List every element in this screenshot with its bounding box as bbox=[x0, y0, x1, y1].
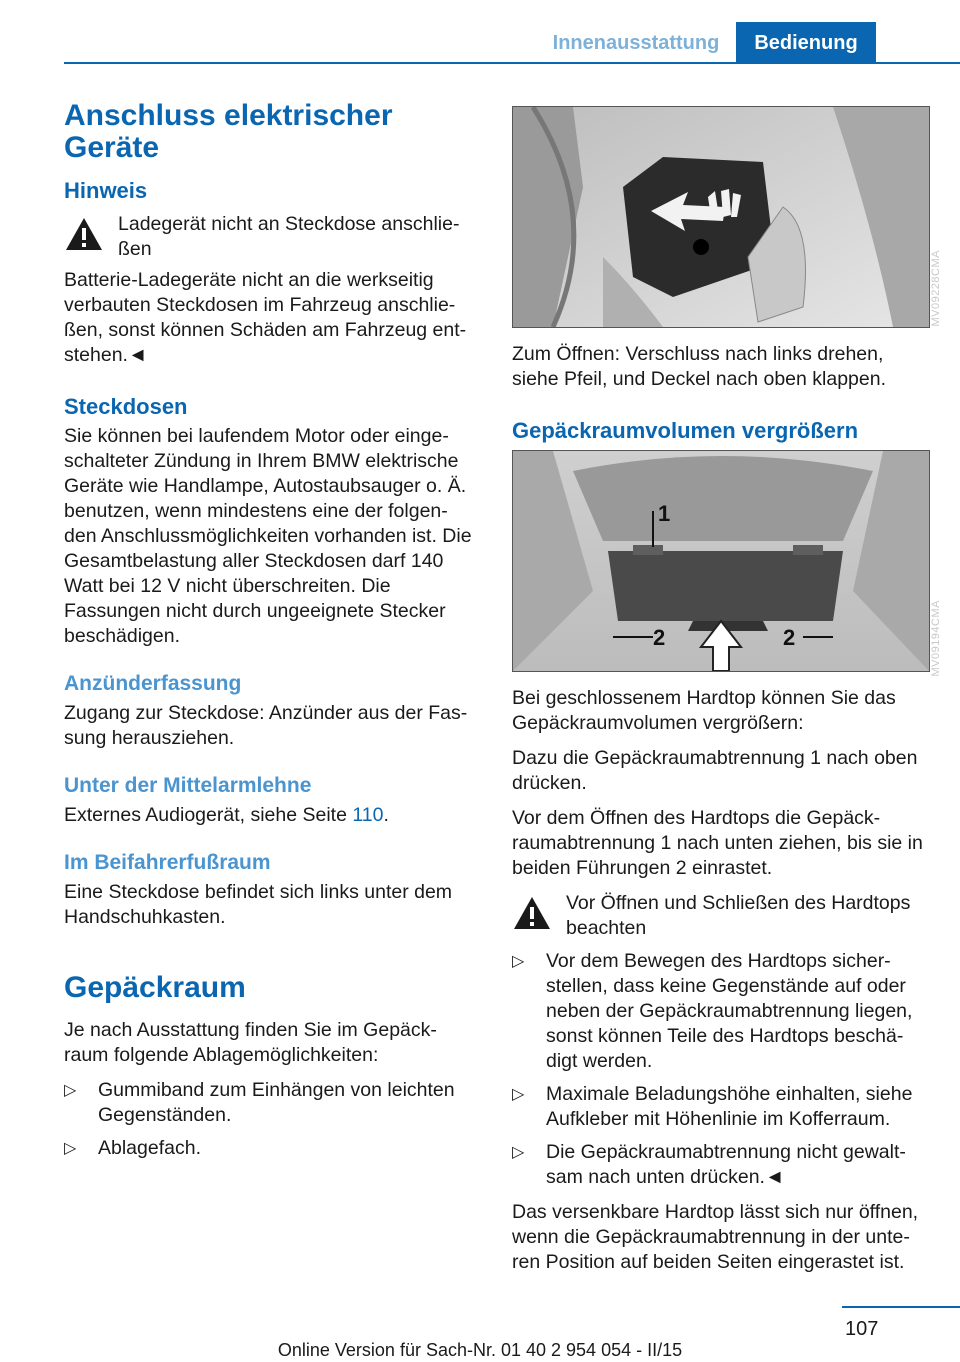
paragraph-gepaeckraum: Je nach Ausstattung finden Sie im Gepäck-raum folgende Ablagemöglichkeiten: bbox=[64, 1019, 437, 1066]
warning-text: Ladegerät nicht an Steckdose anschlie-ßen bbox=[118, 213, 460, 260]
paragraph-hardtop-1: Bei geschlossenem Hardtop können Sie das Gepäckraumvolumen vergrößern: bbox=[512, 687, 896, 734]
right-column bbox=[512, 106, 930, 1285]
header-tab-bedienung: Bedienung bbox=[736, 22, 876, 62]
section-title-gepaeckraum: Gepäckraum bbox=[64, 971, 246, 1004]
heading-steckdosen: Steckdosen bbox=[64, 394, 188, 419]
callout-label-2-right: 2 bbox=[783, 625, 796, 650]
list-item bbox=[64, 1078, 480, 1128]
warning-triangle-icon bbox=[512, 895, 552, 931]
paragraph-hardtop-2: Dazu die Gepäckraumabtrennung 1 nach oben drücken. bbox=[512, 747, 918, 794]
list-item bbox=[512, 1082, 930, 1132]
triangle-right-icon: ▷ bbox=[512, 1144, 525, 1161]
warning-note-hardtop bbox=[512, 891, 930, 941]
photo-socket-cover bbox=[512, 106, 930, 328]
left-column bbox=[64, 100, 480, 1171]
photo-trunk-partition bbox=[512, 450, 930, 672]
list-gepaeckraum bbox=[64, 1078, 480, 1161]
heading-anzuenderfassung: Anzünderfassung bbox=[64, 672, 242, 695]
paragraph-mittelarmlehne-end: . bbox=[383, 804, 389, 826]
paragraph-mittelarmlehne bbox=[64, 803, 480, 828]
triangle-right-icon: ▷ bbox=[512, 953, 525, 970]
list-item-text: Die Gepäckraumabtrennung nicht gewalt-sam nach unten drücken.◄ bbox=[546, 1141, 906, 1188]
header-rule bbox=[64, 62, 960, 64]
heading-gepaeckraumvolumen: Gepäckraumvolumen vergrößern bbox=[512, 418, 859, 443]
triangle-right-icon: ▷ bbox=[64, 1140, 77, 1157]
heading-beifahrerfussraum: Im Beifahrerfußraum bbox=[64, 851, 271, 874]
warning-triangle-icon bbox=[64, 216, 104, 252]
triangle-right-icon: ▷ bbox=[64, 1082, 77, 1099]
list-item bbox=[64, 1136, 480, 1161]
heading-mittelarmlehne: Unter der Mittelarmlehne bbox=[64, 774, 312, 797]
callout-label-2-left: 2 bbox=[653, 625, 666, 650]
list-item-text: Maximale Beladungshöhe einhalten, siehe Aufkleber mit Höhenlinie im Kofferraum. bbox=[546, 1083, 913, 1130]
callout-label-1: 1 bbox=[658, 501, 671, 526]
list-item bbox=[512, 949, 930, 1074]
paragraph-hinweis: Batterie-Ladegeräte nicht an die werkseitig verbauten Steckdosen im Fahrzeug anschlie-ßen, sonst können Schäden am Fahrzeug ent-stehen.◄ bbox=[64, 269, 467, 366]
footer-rule bbox=[842, 1306, 960, 1308]
list-hardtop-hinweise bbox=[512, 949, 930, 1190]
paragraph-mittelarmlehne-text: Externes Audiogerät, siehe Seite bbox=[64, 804, 353, 826]
header-tab-innenausstattung: Innenausstattung bbox=[552, 32, 720, 54]
section-title-anschluss: Anschluss elektrischer Geräte bbox=[64, 99, 393, 164]
footer-text: Online Version für Sach-Nr. 01 40 2 954 054 - II/15 bbox=[277, 1340, 683, 1360]
list-item-text: Ablagefach. bbox=[98, 1137, 201, 1159]
list-item-text: Gummiband zum Einhängen von leichten Gegenständen. bbox=[98, 1079, 455, 1126]
image-code-2: MV09194CMA bbox=[930, 600, 942, 677]
triangle-right-icon: ▷ bbox=[512, 1086, 525, 1103]
paragraph-hardtop-3: Vor dem Öffnen des Hardtops die Gepäck-raumabtrennung 1 nach unten ziehen, bis sie in beiden Führungen 2 einrastet. bbox=[512, 807, 923, 879]
list-item bbox=[512, 1140, 930, 1190]
paragraph-hardtop-4: Das versenkbare Hardtop lässt sich nur öffnen, wenn die Gepäckraumabtrennung in der unte-ren Position auf beiden Seiten eingerastet ist. bbox=[512, 1201, 919, 1273]
warning-text: Vor Öffnen und Schließen des Hardtops beachten bbox=[566, 892, 911, 939]
paragraph-anzuenderfassung: Zugang zur Steckdose: Anzünder aus der Fas-sung herausziehen. bbox=[64, 702, 468, 749]
page-link-110[interactable]: 110 bbox=[352, 804, 384, 826]
caption-socket-cover: Zum Öffnen: Verschluss nach links drehen, siehe Pfeil, und Deckel nach oben klappen. bbox=[512, 343, 887, 390]
paragraph-beifahrerfussraum: Eine Steckdose befindet sich links unter dem Handschuhkasten. bbox=[64, 881, 453, 928]
image-code-1: MV09228CMA bbox=[930, 250, 942, 327]
warning-note-ladegeraet bbox=[64, 212, 480, 262]
page-number: 107 bbox=[845, 1318, 879, 1340]
heading-hinweis: Hinweis bbox=[64, 178, 148, 203]
list-item-text: Vor dem Bewegen des Hardtops sicher-stellen, dass keine Gegenstände auf oder neben der Gepäckraumabtrennung liegen, sonst können Teile des Hardtops beschä-digt werden. bbox=[546, 950, 913, 1072]
paragraph-steckdosen: Sie können bei laufendem Motor oder einge-schalteter Zündung in Ihrem BMW elektrische Geräte wie Handlampe, Autostaubsauger o. Ä. benutzen, wenn mindestens eine der folgen-den Anschlussmöglichkeiten vorhanden ist. Die Gesamtbelastung aller Steckdosen darf 140 Watt bei 12 V nicht überschreiten. Die Fassungen nicht durch ungeeignete Stecker beschädigen. bbox=[64, 425, 472, 647]
